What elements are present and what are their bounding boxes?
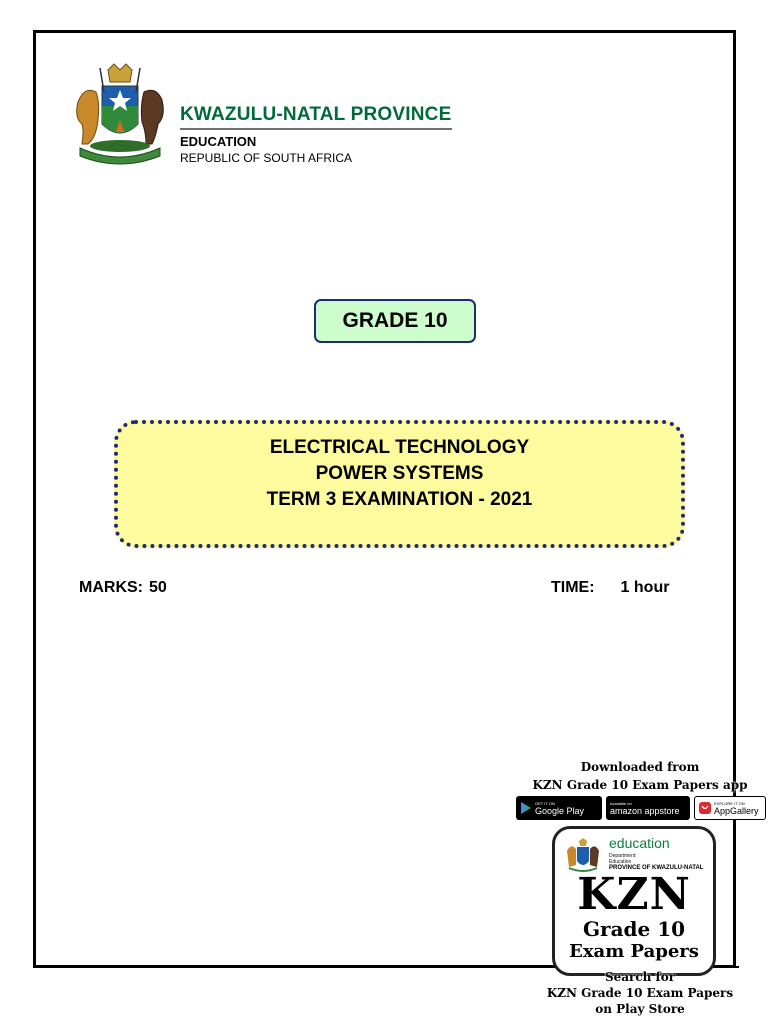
google-play-icon xyxy=(520,801,532,815)
amazon-appstore-badge[interactable] xyxy=(606,796,690,820)
appgallery-badge[interactable] xyxy=(694,796,766,820)
appgallery-sub: EXPLORE IT ON xyxy=(714,800,745,806)
paper-title: POWER SYSTEMS xyxy=(315,463,484,484)
header-divider xyxy=(180,128,452,130)
exam-title-box xyxy=(114,420,685,548)
appgallery-icon xyxy=(699,802,711,814)
card-province: PROVINCE OF KWAZULU-NATAL xyxy=(609,865,704,871)
card-department xyxy=(609,853,637,865)
promo-play-store: on Play Store xyxy=(595,1002,685,1016)
time-label: TIME: xyxy=(551,579,595,596)
card-education: education xyxy=(609,835,670,851)
grade-label: GRADE 10 xyxy=(314,299,476,343)
promo-search-for: Search for xyxy=(604,970,676,984)
google-play-badge[interactable] xyxy=(516,796,602,820)
promo-downloaded-from: Downloaded from xyxy=(580,760,700,774)
subject-title: ELECTRICAL TECHNOLOGY xyxy=(269,437,530,458)
coat-of-arms-icon xyxy=(70,62,170,172)
promo-app-name: KZN Grade 10 Exam Papers app xyxy=(532,778,748,792)
marks-label: MARKS: xyxy=(79,579,143,596)
google-play-label: Google Play xyxy=(535,805,585,816)
card-grade: Grade 10 xyxy=(582,917,686,941)
card-exam-papers: Exam Papers xyxy=(569,941,699,962)
google-play-sub: GET IT ON xyxy=(535,800,555,806)
marks-row xyxy=(79,579,167,597)
app-promo-badge[interactable] xyxy=(512,756,768,1024)
province-title: KWAZULU-NATAL PROVINCE xyxy=(180,104,452,125)
marks-value: 50 xyxy=(149,579,167,596)
time-row xyxy=(551,579,669,597)
small-crest-icon xyxy=(563,837,603,873)
amazon-label: amazon appstore xyxy=(610,805,680,816)
time-value: 1 hour xyxy=(620,579,670,596)
department-header xyxy=(70,62,460,180)
amazon-sub: Available on xyxy=(610,800,632,806)
appgallery-label: AppGallery xyxy=(714,805,759,816)
promo-search-name: KZN Grade 10 Exam Papers xyxy=(546,986,734,1000)
kzn-app-card xyxy=(552,826,716,976)
country-name: REPUBLIC OF SOUTH AFRICA xyxy=(180,151,353,165)
exam-title: TERM 3 EXAMINATION - 2021 xyxy=(266,489,533,510)
card-kzn: KZN xyxy=(577,869,691,920)
card-dept-line2: Education xyxy=(609,859,632,865)
card-dept-line1: Department: xyxy=(609,853,637,859)
department-name: EDUCATION xyxy=(180,134,257,149)
